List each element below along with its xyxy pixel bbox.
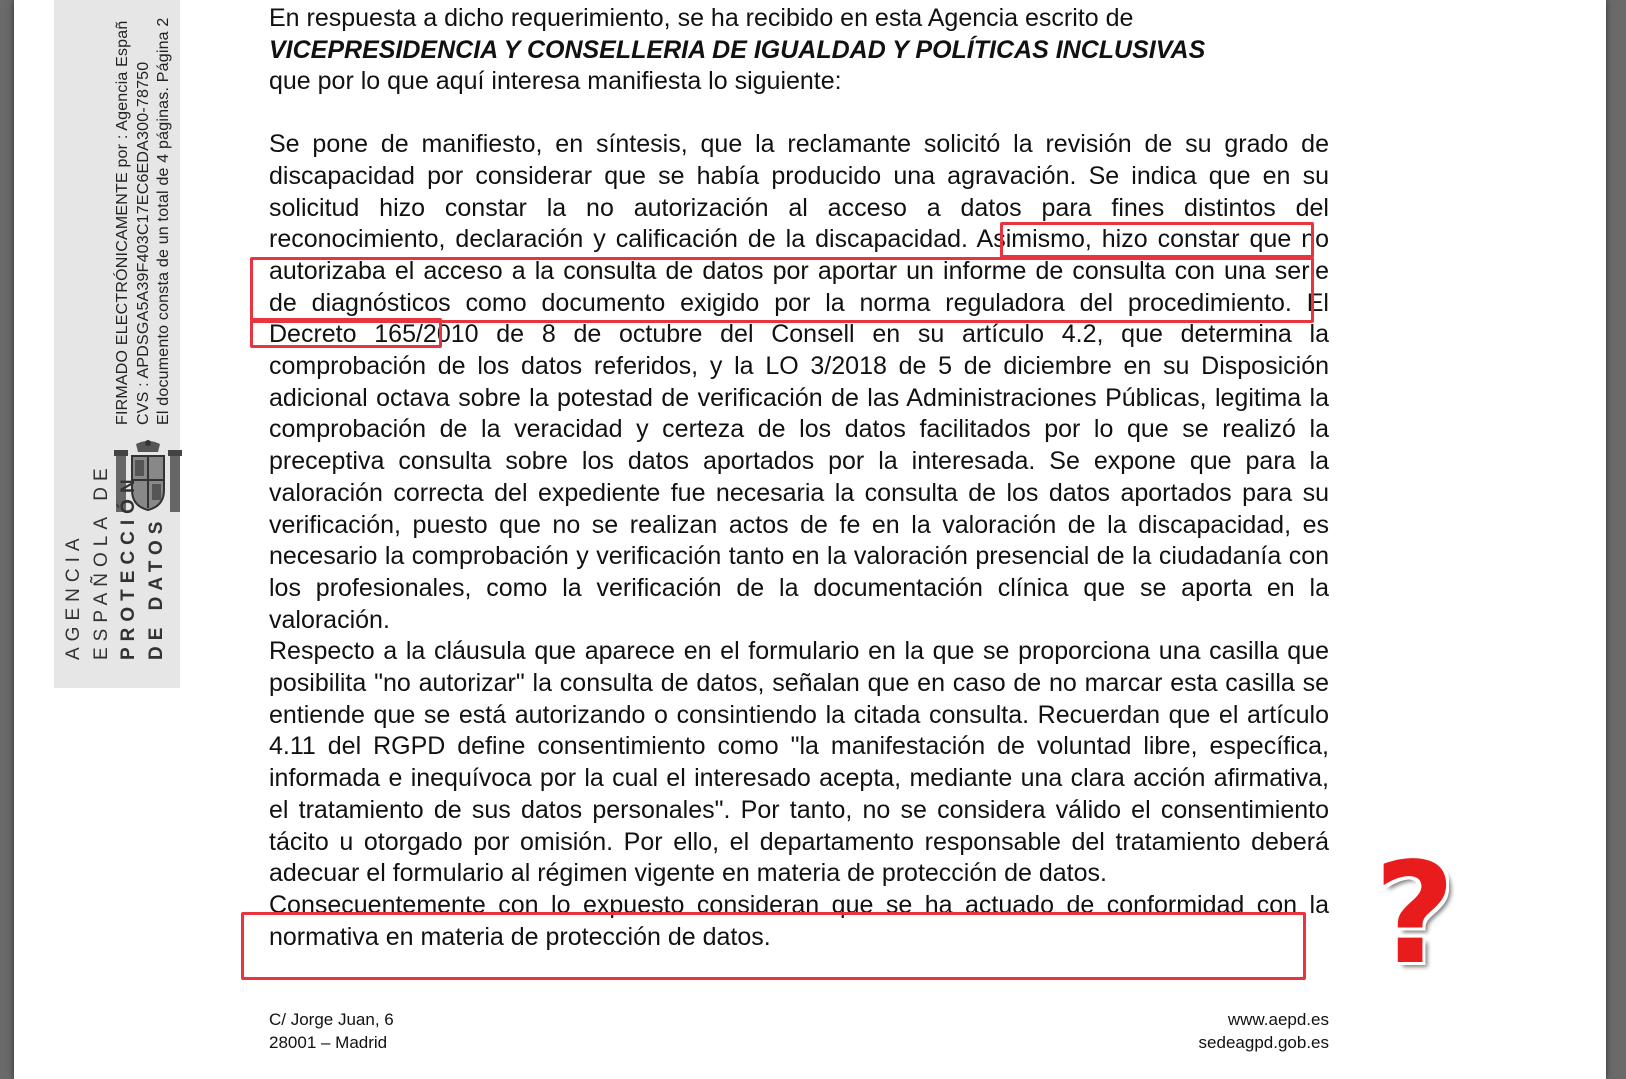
footer-address [269, 1008, 394, 1054]
paragraph-synthesis [269, 129, 1329, 636]
footer-website-1: www.aepd.es [1227, 1010, 1329, 1029]
agency-name-line-2: ESPAÑOLA DE [91, 462, 112, 660]
signature-line-3: El documento consta de un total de 4 páginas. Página 2 [155, 17, 172, 425]
agency-sidebar [54, 0, 180, 688]
signature-line-2: CVS : APDSGA5A39F403C17EC6EDA300-78750 [135, 61, 152, 425]
paragraph-synthesis-end: El Decreto 165/2010 de 8 de octubre del Consell en su artículo 4.2, que determina la comprobación de los datos referidos, y la LO 3/2018 de 5 de diciembre en su Disposición adicional octava sobre la potestad de verificación de las Administraciones Públicas, legitima la comprobación de la veracidad y certeza de los datos facilitados por lo que se realizó la preceptiva consulta sobre los datos aportados por la interesada. Se expone que para la valoración correcta del expediente fue necesaria la consulta de los datos aportados para su verificación, puesto que no se realizan actos de fe en la valoración de la discapacidad, es necesario la comprobación y verificación tanto en la valoración presencial de la ciudadanía con los profesionales, como la verificación de la documentación clínica que se aporta en la valoración. [269, 288, 1329, 634]
highlight-box-line-4 [250, 318, 442, 348]
footer-address-city: 28001 – Madrid [269, 1033, 388, 1052]
paragraph-conclusion: Consecuentemente con lo expuesto consideran que se ha actuado de conformidad con la normativa en materia de protección de datos. [269, 890, 1329, 951]
paragraph-consent-clause: Respecto a la cláusula que aparece en el formulario en la que se proporciona una casilla que posibilita "no autorizar" la consulta de datos, señalan que en caso de no marcar esta casilla se entiende que se está autorizando o consintiendo la citada consulta. Recuerdan que el artículo 4.11 del RGPD define consentimiento como "la manifestación de voluntad libre, específica, informada e inequívoca por la cual el interesado acepta, mediante una clara acción afirmativa, el tratamiento de sus datos personales". Por tanto, no se considera válido el consentimiento tácito u otorgado por omisión. Por ello, el departamento responsable del tratamiento deberá adecuar el formulario al régimen vigente en materia de protección de datos. [269, 637, 1329, 888]
highlight-box-lines-2-3 [250, 257, 1314, 323]
intro-continuation: que por lo que aquí interesa manifiesta lo siguiente: [269, 67, 842, 96]
footer-websites [1114, 1008, 1329, 1054]
question-mark-annotation: ? [1374, 833, 1456, 996]
signature-line-1: FIRMADO ELECTRÓNICAMENTE por : Agencia Españ [114, 20, 131, 425]
highlighted-statement: Asimismo, hizo constar que no autorizaba el acceso a la consulta de datos por aportar un informe de consulta con una serie de diagnósticos como documento exigido por la norma reguladora del procedimiento. [269, 225, 1329, 317]
highlight-box-conclusion [241, 912, 1306, 980]
highlight-box-line-1 [1000, 222, 1314, 258]
footer-website-2: sedeagpd.gob.es [1198, 1033, 1329, 1052]
agency-name-line-4: DE DATOS [146, 515, 167, 660]
agency-name-line-1: AGENCIA [63, 532, 84, 660]
agency-name-line-3: PROTECCIÓN [118, 473, 139, 660]
footer-address-street: C/ Jorge Juan, 6 [269, 1010, 394, 1029]
paragraph-synthesis-start: Se pone de manifiesto, en síntesis, que la reclamante solicitó la revisión de su grado de discapacidad por considerar que se había producido una agravación. Se indica que en su solicitud hizo constar la no autorización al acceso a datos para fines distintos del reconocimiento, declaración y calificación de la discapacidad. [269, 130, 1329, 254]
document-body [269, 0, 1329, 953]
intro-line: En respuesta a dicho requerimiento, se ha recibido en esta Agencia escrito de [269, 4, 1134, 32]
respondent-name: VICEPRESIDENCIA Y CONSELLERIA DE IGUALDAD Y POLÍTICAS INCLUSIVAS [269, 35, 1206, 64]
document-page [14, 0, 1606, 1079]
